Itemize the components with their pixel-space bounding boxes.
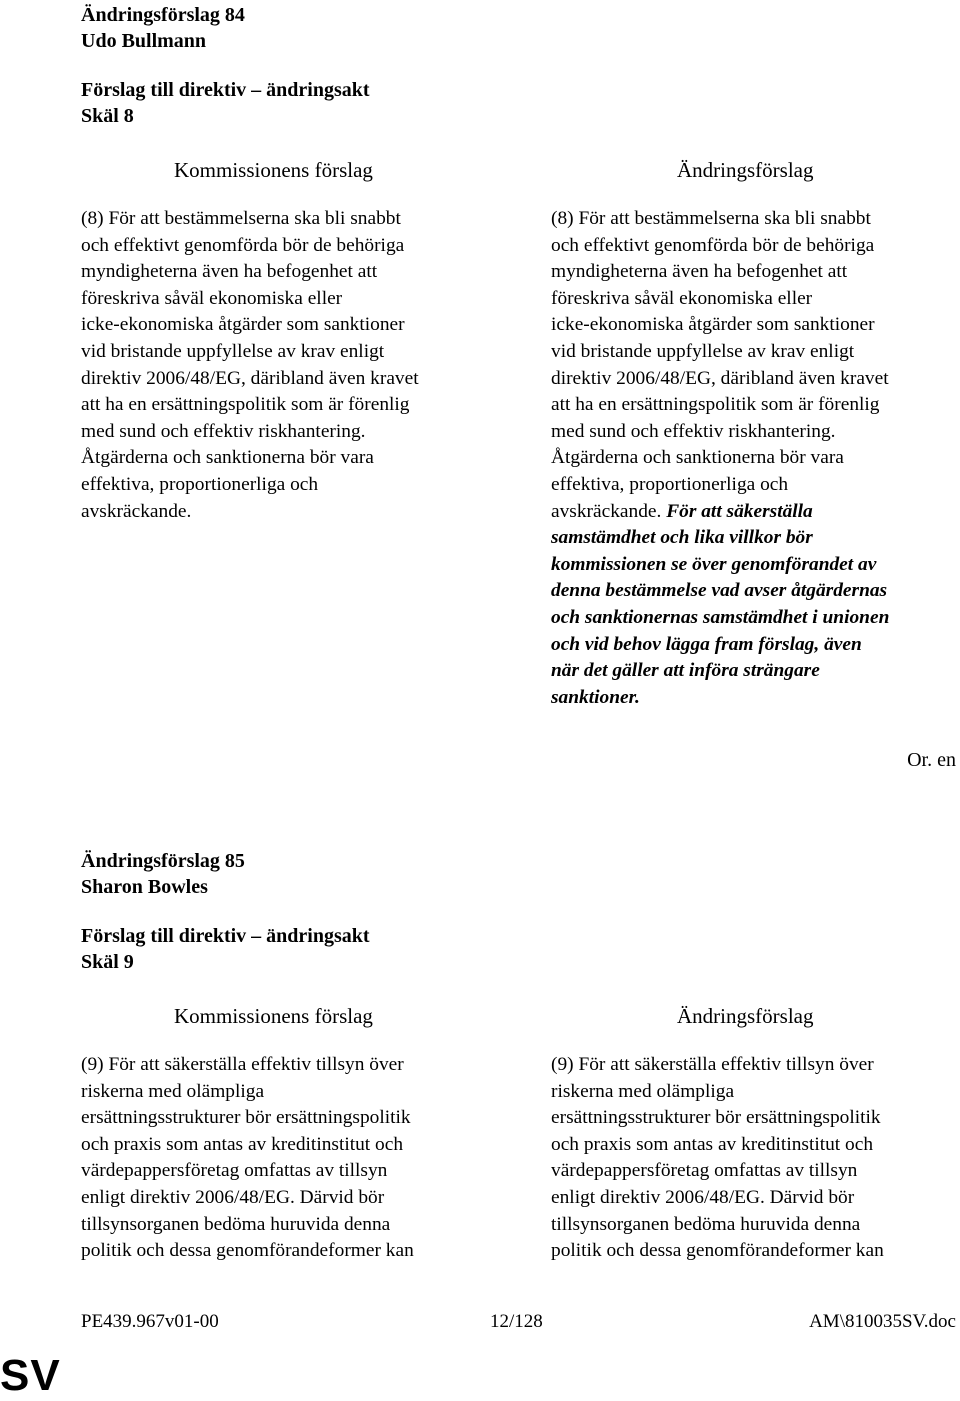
text-line: och vid behov lägga fram förslag, även: [551, 633, 862, 655]
commission-proposal-text: [81, 1052, 501, 1265]
text-line: vid bristande uppfyllelse av krav enligt: [551, 340, 855, 362]
text-line: att ha en ersättningspolitik som är förenlig: [81, 394, 410, 416]
text-line: att ha en ersättningspolitik som är förenlig: [551, 394, 880, 416]
amendment-title: Ändringsförslag 84: [81, 4, 245, 26]
text-line: enligt direktiv 2006/48/EG. Därvid bör: [551, 1186, 855, 1208]
text-line: värdepappersföretag omfattas av tillsyn: [81, 1160, 388, 1182]
text-line: enligt direktiv 2006/48/EG. Därvid bör: [81, 1186, 385, 1208]
commission-proposal-heading: Kommissionens förslag: [174, 1004, 373, 1028]
footer-document-name: AM\810035SV.doc: [809, 1311, 956, 1332]
text-line: (9) För att säkerställa effektiv tillsyn över: [81, 1054, 404, 1075]
text-line: effektiva, proportionerliga och: [551, 473, 789, 495]
inserted-text: För att säkerställa: [666, 500, 813, 522]
text-line: avskräckande.: [81, 500, 192, 522]
original-language: Or. en: [907, 749, 956, 771]
text-line: politik och dessa genomförandeformer kan: [81, 1240, 414, 1262]
amendment-title: Ändringsförslag 85: [81, 850, 245, 872]
text-line: sanktioner.: [551, 686, 640, 708]
text-line: när det gäller att införa strängare: [551, 660, 820, 682]
text-line: (8) För att bestämmelserna ska bli snabbt: [81, 208, 401, 229]
text-line: och praxis som antas av kreditinstitut och: [81, 1133, 404, 1155]
text-line: samstämdhet och lika villkor bör: [551, 527, 813, 549]
text-line: riskerna med olämpliga: [551, 1080, 735, 1102]
footer-reference: PE439.967v01-00: [81, 1311, 219, 1332]
text-line: vid bristande uppfyllelse av krav enligt: [81, 340, 385, 362]
text-line: politik och dessa genomförandeformer kan: [551, 1240, 884, 1262]
text-line: denna bestämmelse vad avser åtgärdernas: [551, 580, 888, 602]
text-line: ersättningsstrukturer bör ersättningspolitik: [551, 1107, 881, 1129]
text-line: föreskriva såväl ekonomiska eller: [81, 287, 343, 309]
text-line: och praxis som antas av kreditinstitut och: [551, 1133, 874, 1155]
text-line: direktiv 2006/48/EG, däribland även kravet: [81, 367, 419, 389]
text-line: och effektivt genomförda bör de behöriga: [551, 234, 875, 256]
text-line: och sanktionernas samstämdhet i unionen: [551, 606, 890, 628]
text-line: kommissionen se över genomförandet av: [551, 553, 877, 575]
text-line: Åtgärderna och sanktionerna bör vara: [81, 447, 374, 469]
text-line: effektiva, proportionerliga och: [81, 473, 319, 495]
text-line: (9) För att säkerställa effektiv tillsyn över: [551, 1054, 874, 1075]
text-line: ersättningsstrukturer bör ersättningspolitik: [81, 1107, 411, 1129]
text-line: icke-ekonomiska åtgärder som sanktioner: [81, 314, 405, 336]
text-line: och effektivt genomförda bör de behöriga: [81, 234, 405, 256]
proposal-heading: Förslag till direktiv – ändringsakt: [81, 79, 370, 101]
amendment-heading: Ändringsförslag: [677, 1004, 814, 1028]
text-line: med sund och effektiv riskhantering.: [81, 420, 366, 442]
text-line: myndigheterna även ha befogenhet att: [81, 261, 378, 283]
text-line: myndigheterna även ha befogenhet att: [551, 261, 848, 283]
text-line: riskerna med olämpliga: [81, 1080, 265, 1102]
recital-heading: Skäl 8: [81, 105, 134, 127]
text-line: tillsynsorganen bedöma huruvida denna: [81, 1213, 391, 1235]
unchanged-text: avskräckande.: [551, 500, 667, 522]
amendment-text: [551, 206, 960, 711]
footer-page-number: 12/128: [490, 1311, 543, 1332]
proposal-heading: Förslag till direktiv – ändringsakt: [81, 925, 370, 947]
text-line: värdepappersföretag omfattas av tillsyn: [551, 1160, 858, 1182]
text-line: med sund och effektiv riskhantering.: [551, 420, 836, 442]
text-line: icke-ekonomiska åtgärder som sanktioner: [551, 314, 875, 336]
text-line: tillsynsorganen bedöma huruvida denna: [551, 1213, 861, 1235]
amendment-text: [551, 1052, 960, 1265]
commission-proposal-heading: Kommissionens förslag: [174, 158, 373, 182]
commission-proposal-text: [81, 206, 501, 525]
language-code: SV: [0, 1351, 61, 1400]
text-line: Åtgärderna och sanktionerna bör vara: [551, 447, 844, 469]
text-line: direktiv 2006/48/EG, däribland även kravet: [551, 367, 889, 389]
amendment-author: Sharon Bowles: [81, 876, 208, 898]
recital-heading: Skäl 9: [81, 951, 134, 973]
text-line: [551, 499, 960, 526]
amendment-heading: Ändringsförslag: [677, 158, 814, 182]
text-line: (8) För att bestämmelserna ska bli snabbt: [551, 208, 871, 229]
text-line: föreskriva såväl ekonomiska eller: [551, 287, 813, 309]
amendment-author: Udo Bullmann: [81, 30, 207, 52]
